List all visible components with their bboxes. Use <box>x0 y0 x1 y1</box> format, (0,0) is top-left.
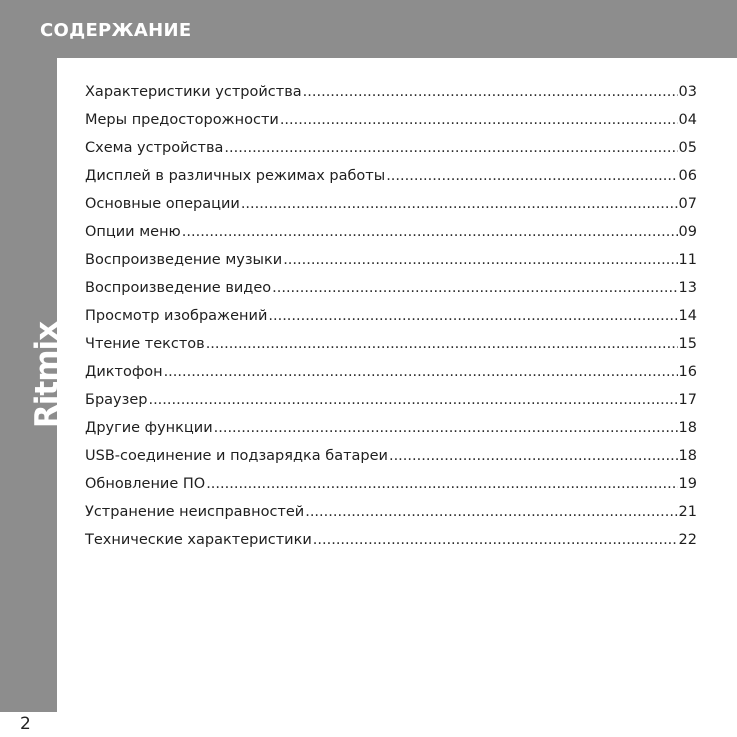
toc-dot-leader <box>206 336 678 352</box>
toc-item-page: 06 <box>678 168 697 184</box>
toc-item-title: Диктофон <box>85 364 163 380</box>
toc-item-title: Схема устройства <box>85 140 224 156</box>
toc-item-title: Воспроизведение музыки <box>85 252 283 268</box>
brand-logo: Ritmix <box>29 321 65 429</box>
toc-item-title: Характеристики устройства <box>85 84 302 100</box>
toc-dot-leader <box>283 252 677 268</box>
toc-item[interactable] <box>85 224 697 252</box>
toc-item[interactable] <box>85 84 697 112</box>
toc-item-page: 05 <box>678 140 697 156</box>
toc-item-title: Другие функции <box>85 420 213 436</box>
toc-item-title: Дисплей в различных режимах работы <box>85 168 386 184</box>
toc-dot-leader <box>305 504 677 520</box>
toc-dot-leader <box>389 448 678 464</box>
toc-item-title: Чтение текстов <box>85 336 205 352</box>
toc-dot-leader <box>386 168 677 184</box>
toc-item-title: Воспроизведение видео <box>85 280 272 296</box>
toc-item-title: USB-соединение и подзарядка батареи <box>85 448 388 464</box>
toc-item-page: 03 <box>678 84 697 100</box>
toc-item-page: 16 <box>678 364 697 380</box>
page-number: 2 <box>20 714 31 734</box>
toc-item[interactable] <box>85 140 697 168</box>
page-title: СОДЕРЖАНИЕ <box>40 20 192 41</box>
toc-item[interactable] <box>85 364 697 392</box>
toc-dot-leader <box>313 532 678 548</box>
toc-item-title: Устранение неисправностей <box>85 504 305 520</box>
toc-item-page: 14 <box>678 308 697 324</box>
toc-dot-leader <box>280 112 678 128</box>
toc-item[interactable] <box>85 420 697 448</box>
toc-item-page: 21 <box>678 504 697 520</box>
table-of-contents <box>85 84 697 560</box>
toc-item-page: 18 <box>678 420 697 436</box>
toc-item-title: Просмотр изображений <box>85 308 268 324</box>
toc-dot-leader <box>214 420 678 436</box>
toc-item[interactable] <box>85 336 697 364</box>
toc-dot-leader <box>164 364 678 380</box>
toc-item-page: 04 <box>678 112 697 128</box>
toc-item[interactable] <box>85 280 697 308</box>
toc-item[interactable] <box>85 308 697 336</box>
toc-item-page: 19 <box>678 476 697 492</box>
toc-item[interactable] <box>85 532 697 560</box>
toc-dot-leader <box>241 196 678 212</box>
toc-dot-leader <box>303 84 678 100</box>
header-bar <box>0 0 737 58</box>
toc-item-page: 17 <box>678 392 697 408</box>
toc-item[interactable] <box>85 476 697 504</box>
toc-item-title: Браузер <box>85 392 148 408</box>
toc-dot-leader <box>206 476 677 492</box>
toc-item[interactable] <box>85 168 697 196</box>
toc-item-page: 07 <box>678 196 697 212</box>
toc-item[interactable] <box>85 392 697 420</box>
toc-item-title: Обновление ПО <box>85 476 206 492</box>
toc-item[interactable] <box>85 112 697 140</box>
toc-item[interactable] <box>85 252 697 280</box>
toc-item[interactable] <box>85 504 697 532</box>
toc-item-page: 15 <box>678 336 697 352</box>
toc-item-page: 18 <box>678 448 697 464</box>
toc-item-page: 09 <box>678 224 697 240</box>
toc-item-title: Технические характеристики <box>85 532 312 548</box>
toc-item[interactable] <box>85 448 697 476</box>
toc-dot-leader <box>268 308 677 324</box>
page-number-box <box>0 712 57 737</box>
toc-dot-leader <box>148 392 677 408</box>
toc-item-title: Меры предосторожности <box>85 112 279 128</box>
toc-item-page: 11 <box>678 252 697 268</box>
toc-item-title: Опции меню <box>85 224 181 240</box>
toc-item-page: 22 <box>678 532 697 548</box>
toc-dot-leader <box>272 280 677 296</box>
toc-dot-leader <box>224 140 677 156</box>
toc-item[interactable] <box>85 196 697 224</box>
toc-item-title: Основные операции <box>85 196 240 212</box>
toc-dot-leader <box>182 224 678 240</box>
toc-item-page: 13 <box>678 280 697 296</box>
